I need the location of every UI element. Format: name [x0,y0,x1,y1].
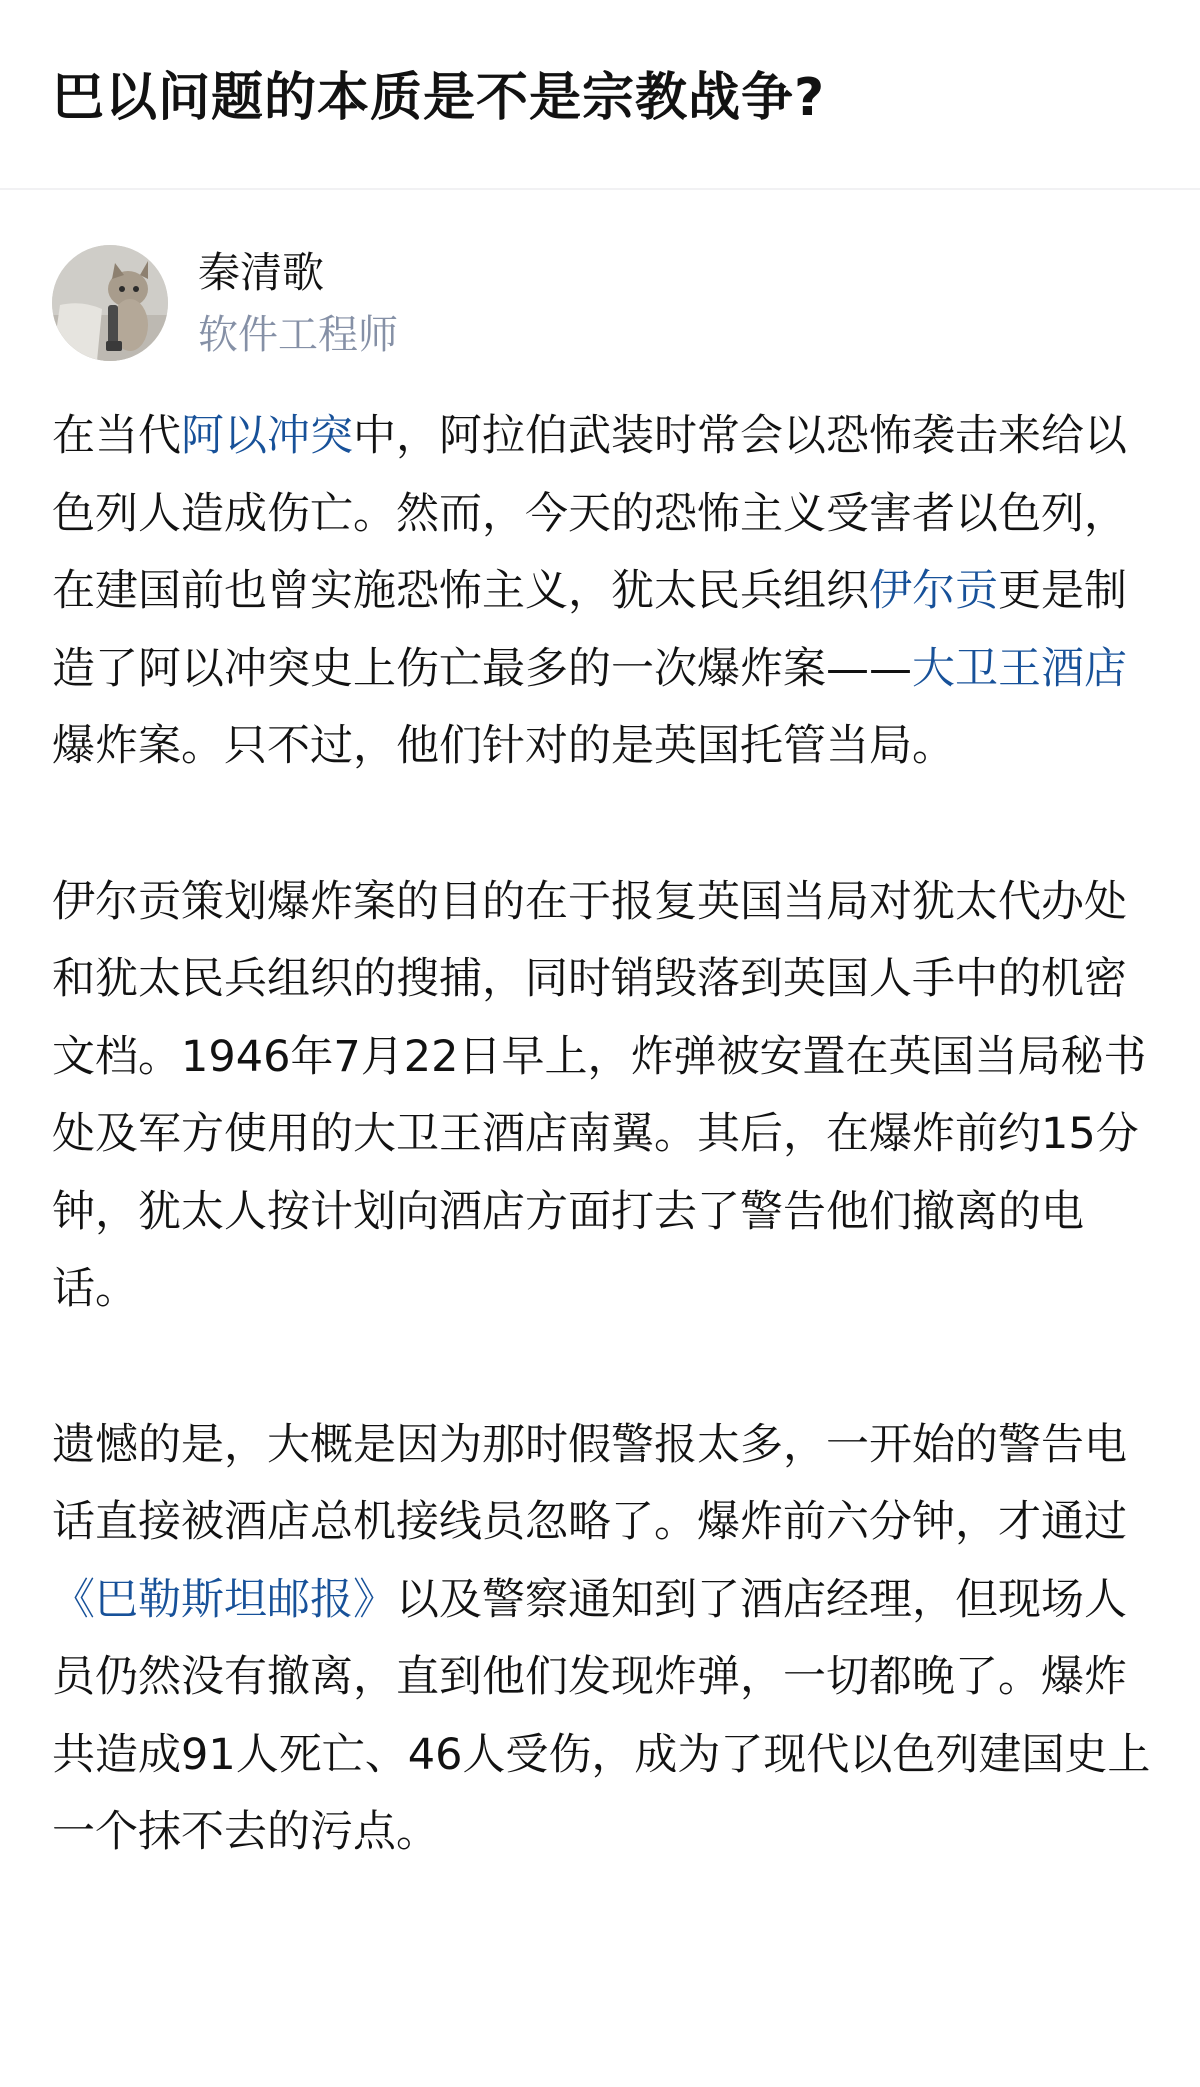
paragraph-text: 中，阿拉伯武装时常会以恐怖袭击来给以色列人造成伤亡。然而，今天的恐怖主义受害者以色列，在建国前也曾实施恐怖主义，犹太民兵组织 [52,411,1127,616]
question-title[interactable]: 巴以问题的本质是不是宗教战争? [52,68,826,128]
author-name[interactable]: 秦清歌 [198,248,325,297]
paragraph-text: 爆炸案。只不过，他们针对的是英国托管当局。 [52,721,955,771]
link-arab-israeli-conflict[interactable]: 阿以冲突 [181,411,353,461]
link-palestine-post[interactable]: 《巴勒斯坦邮报》 [52,1574,396,1625]
answer-paragraph-2: 伊尔贡策划爆炸案的目的在于报复英国当局对犹太代办处和犹太民兵组织的搜捕，同时销毁落到英国人手中的机密文档。1946年7月22日早上，炸弹被安置在英国当局秘书处及军方使用的大卫王酒店南翼。其后，在爆炸前约15分钟，犹太人按计划向酒店方面打去了警告他们撤离的电话。 [52,876,1147,1314]
answer-paragraph-3 [52,1407,1162,1872]
answer-paragraph-1 [52,398,1162,786]
author-headline: 软件工程师 [198,312,398,358]
link-irgun[interactable]: 伊尔贡 [869,566,998,616]
question-header [0,0,1200,190]
paragraph-text: 在当代 [52,411,181,461]
paragraph-text: 更是制造了阿以冲突史上伤亡最多的一次爆炸案—— [52,566,1127,694]
cat-avatar-icon[interactable] [52,245,168,361]
author-info [0,245,1200,395]
paragraph-text: 以及警察通知到了酒店经理，但现场人员仍然没有撤离，直到他们发现炸弹，一切都晚了。爆炸共造成91人死亡、46人受伤，成为了现代以色列建国史上一个抹不去的污点。 [52,1574,1151,1857]
link-king-david-hotel[interactable]: 大卫王酒店 [912,643,1127,694]
paragraph-text: 遗憾的是，大概是因为那时假警报太多，一开始的警告电话直接被酒店总机接线员忽略了。爆炸前六分钟，才通过 [52,1419,1127,1547]
answer-content [52,398,1162,1950]
